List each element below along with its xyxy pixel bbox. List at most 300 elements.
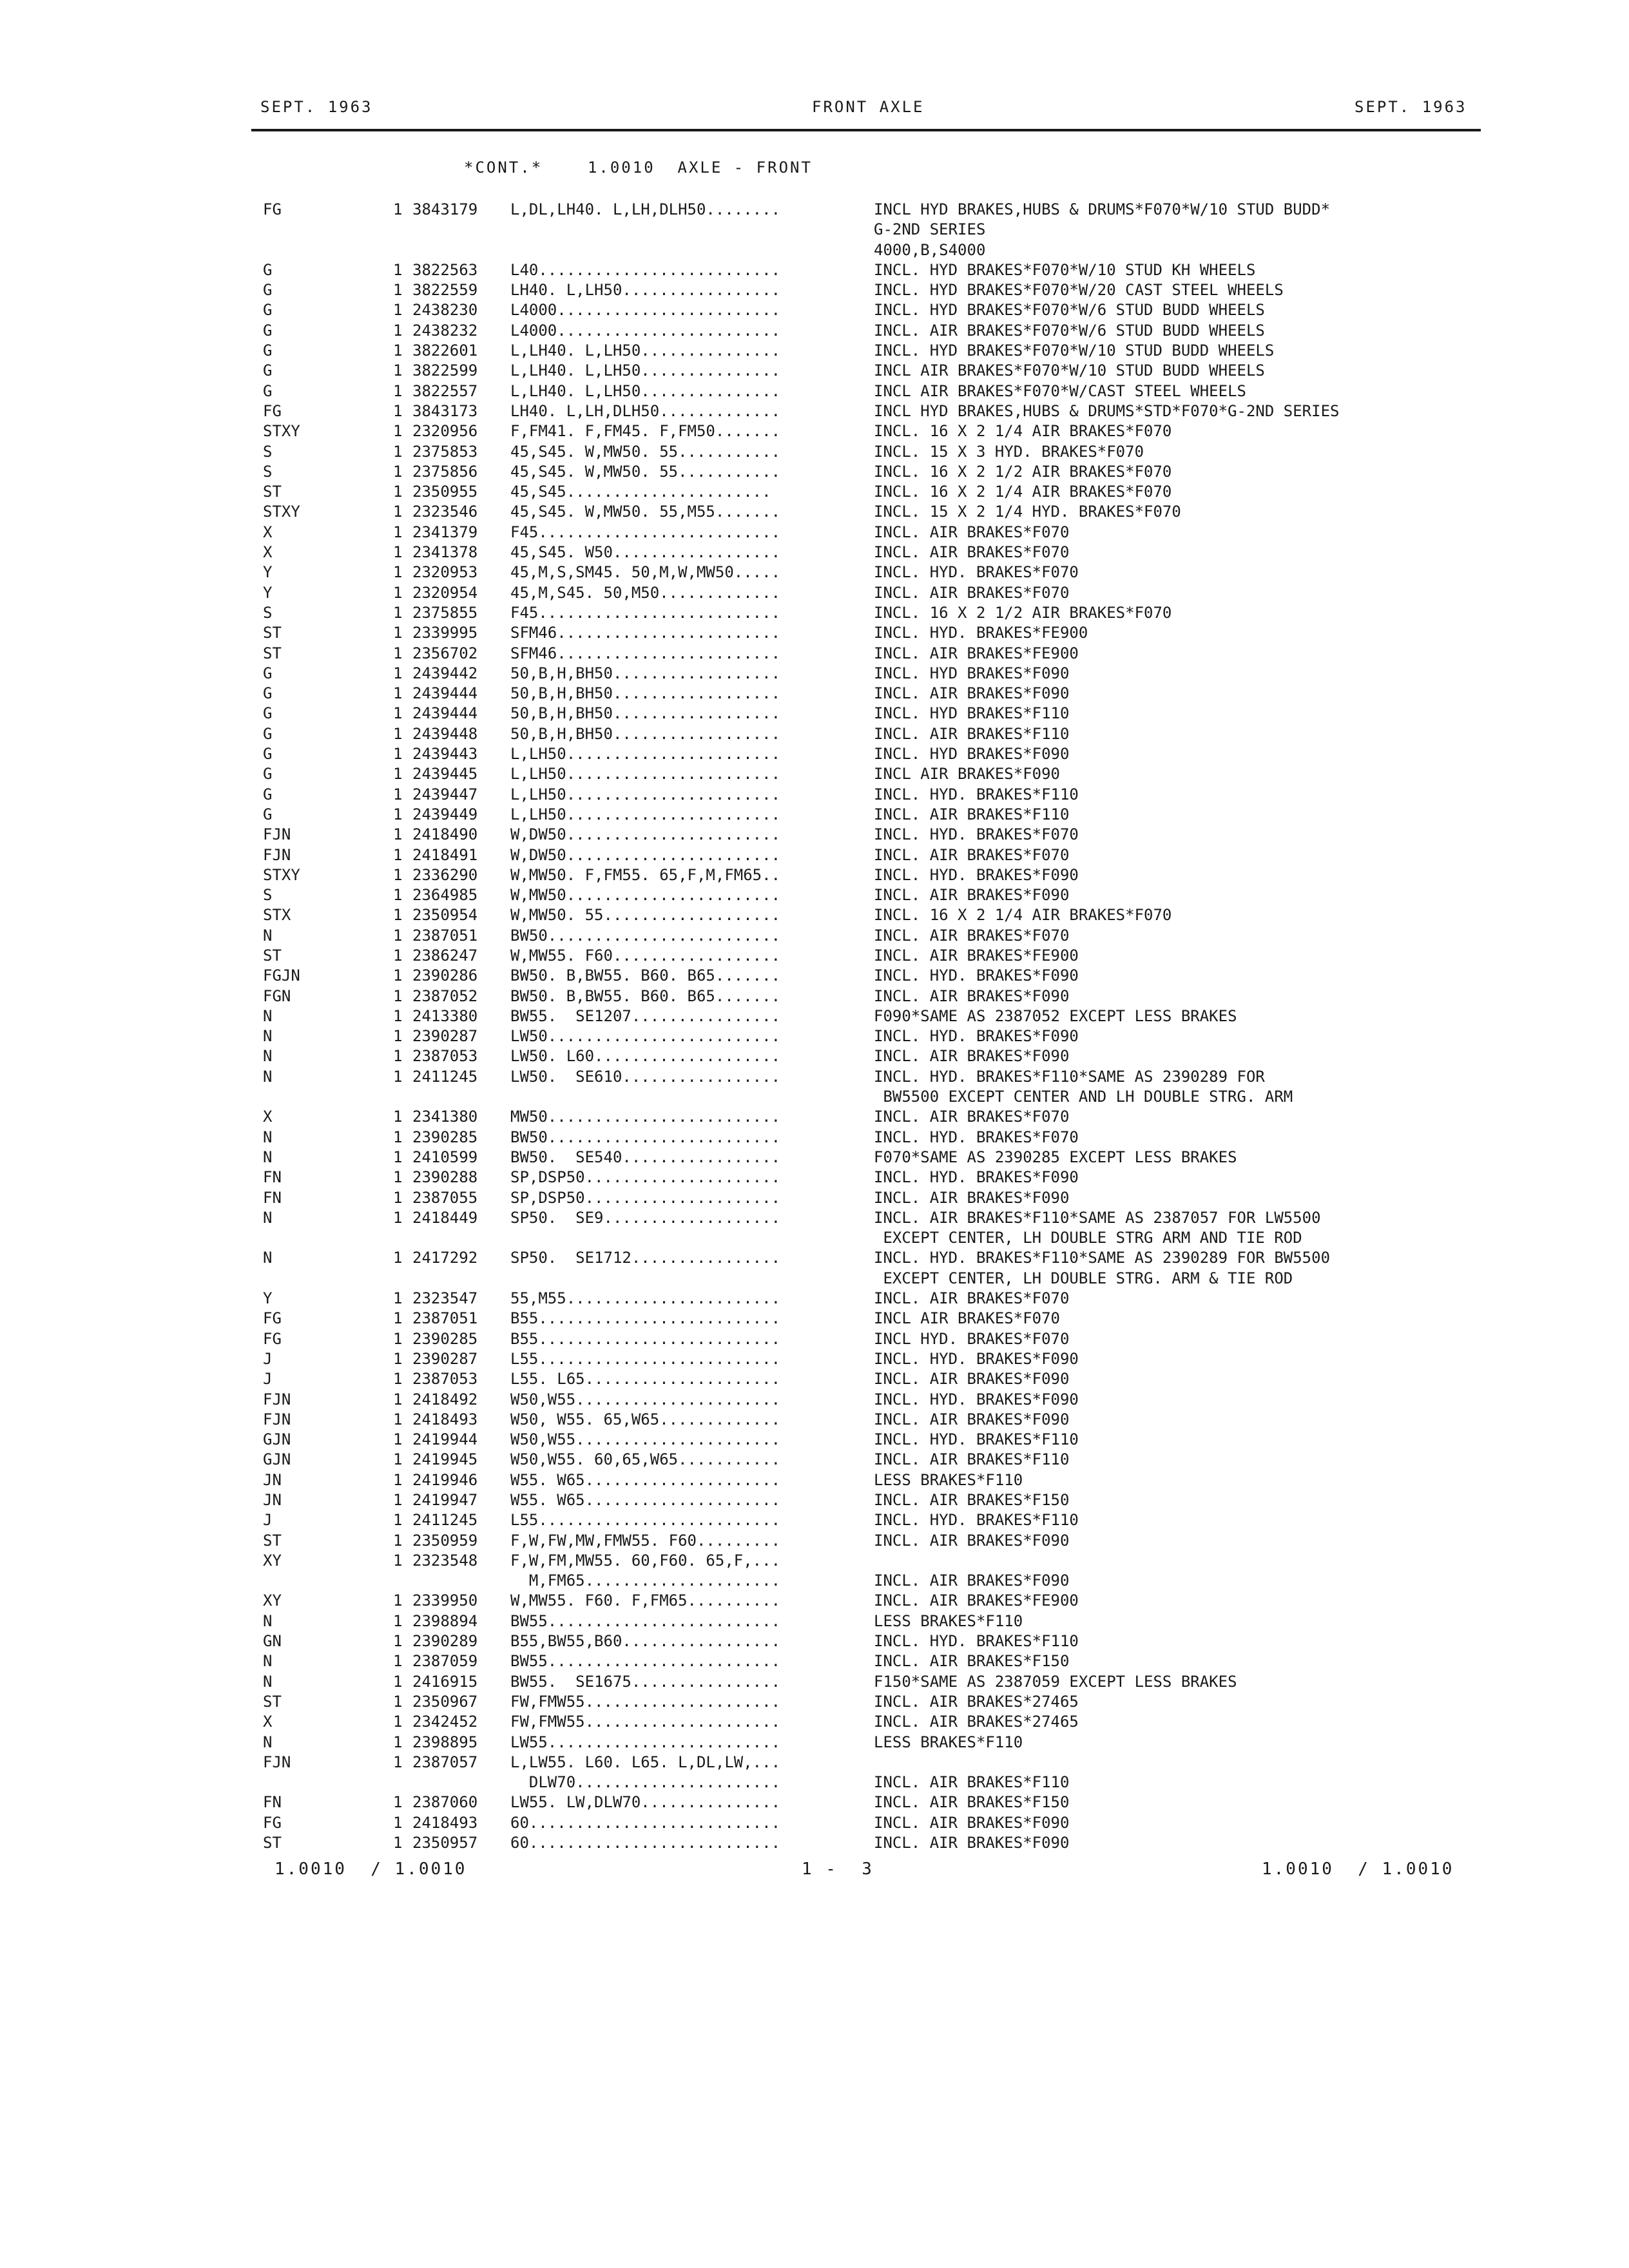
row-application-code: FJN xyxy=(263,825,291,844)
table-row xyxy=(263,905,1481,925)
row-models: 60........................... xyxy=(510,1834,781,1852)
row-part-number: 2350954 xyxy=(412,906,478,925)
table-row xyxy=(263,1712,1481,1732)
table-row xyxy=(263,724,1481,744)
row-models: F,FM41. F,FM45. F,FM50....... xyxy=(510,422,781,441)
table-row xyxy=(263,543,1481,562)
row-application-code: JN xyxy=(263,1491,282,1509)
row-models: W,DW50....................... xyxy=(510,845,781,864)
row-description: INCL HYD BRAKES,HUBS & DRUMS*F070*W/10 STUD BUDD* xyxy=(874,200,1331,218)
footer-ref-left: 1.0010 / 1.0010 xyxy=(275,1860,467,1879)
row-models: 55,M55....................... xyxy=(510,1289,781,1308)
row-part-number: 2419945 xyxy=(412,1450,478,1469)
row-models: L,DL,LH40. L,LH,DLH50........ xyxy=(510,200,781,218)
row-quantity: 1 xyxy=(393,704,403,723)
table-row xyxy=(263,1470,1481,1490)
header-rule xyxy=(251,129,1481,131)
row-description: INCL. AIR BRAKES*F110*SAME AS 2387057 FOR LW5500 xyxy=(874,1208,1321,1227)
row-quantity: 1 xyxy=(393,966,403,985)
table-row xyxy=(263,1067,1481,1087)
row-quantity: 1 xyxy=(393,785,403,803)
row-application-code: G xyxy=(263,664,273,682)
row-description: INCL. HYD BRAKES*F070*W/10 STUD BUDD WHEELS xyxy=(874,341,1275,360)
row-models: LW50......................... xyxy=(510,1027,781,1046)
row-description: INCL. AIR BRAKES*F110 xyxy=(874,1773,1070,1792)
table-row xyxy=(263,381,1481,401)
row-part-number: 2439443 xyxy=(412,745,478,764)
row-quantity: 1 xyxy=(393,523,403,541)
table-row xyxy=(263,805,1481,825)
row-quantity: 1 xyxy=(393,301,403,320)
row-models: W50,W55. 60,65,W65........... xyxy=(510,1450,781,1469)
row-models: B55.......................... xyxy=(510,1309,781,1328)
row-quantity: 1 xyxy=(393,1249,403,1267)
row-part-number: 2387055 xyxy=(412,1188,478,1207)
row-part-number: 2390285 xyxy=(412,1128,478,1146)
row-application-code: G xyxy=(263,281,273,300)
row-models: W50, W55. 65,W65............. xyxy=(510,1410,781,1428)
row-description: INCL. HYD. BRAKES*F110*SAME AS 2390289 FOR BW5500 xyxy=(874,1249,1331,1267)
row-models: L,LH50....................... xyxy=(510,785,781,803)
row-part-number: 2387060 xyxy=(412,1793,478,1812)
row-models: L55.......................... xyxy=(510,1349,781,1368)
row-description: INCL. 16 X 2 1/4 AIR BRAKES*F070 xyxy=(874,422,1172,441)
table-row xyxy=(263,220,1481,240)
row-models: BW50. B,BW55. B60. B65....... xyxy=(510,986,781,1005)
row-part-number: 2375856 xyxy=(412,462,478,481)
table-row xyxy=(263,421,1481,441)
table-row xyxy=(263,1289,1481,1309)
row-part-number: 2350959 xyxy=(412,1531,478,1550)
row-application-code: N xyxy=(263,1208,273,1227)
row-quantity: 1 xyxy=(393,260,403,279)
row-application-code: GN xyxy=(263,1632,282,1651)
row-part-number: 2323548 xyxy=(412,1551,478,1570)
table-row xyxy=(263,1510,1481,1530)
row-quantity: 1 xyxy=(393,1188,403,1207)
row-description: INCL. AIR BRAKES*F110 xyxy=(874,724,1070,743)
row-description: INCL. HYD. BRAKES*F090 xyxy=(874,966,1079,985)
row-models: L4000........................ xyxy=(510,301,781,320)
row-description: INCL. AIR BRAKES*F070 xyxy=(874,1289,1070,1308)
row-application-code: STX xyxy=(263,906,291,925)
row-quantity: 1 xyxy=(393,422,403,441)
table-row xyxy=(263,1490,1481,1510)
row-part-number: 3822601 xyxy=(412,341,478,360)
row-application-code: X xyxy=(263,523,273,541)
row-part-number: 2419946 xyxy=(412,1470,478,1489)
table-row xyxy=(263,1792,1481,1812)
row-part-number: 2390288 xyxy=(412,1168,478,1187)
row-part-number: 2390286 xyxy=(412,966,478,985)
row-application-code: X xyxy=(263,1713,273,1731)
table-row xyxy=(263,583,1481,603)
row-application-code: S xyxy=(263,442,273,461)
row-models: BW55. SE1675................ xyxy=(510,1672,781,1691)
row-models: M,FM65..................... xyxy=(510,1571,781,1590)
row-description: INCL AIR BRAKES*F090 xyxy=(874,765,1060,783)
row-description: INCL. HYD. BRAKES*F070 xyxy=(874,563,1079,582)
row-models: SP,DSP50..................... xyxy=(510,1188,781,1207)
table-row xyxy=(263,1773,1481,1792)
row-quantity: 1 xyxy=(393,624,403,642)
row-application-code: ST xyxy=(263,1834,282,1852)
row-application-code: GJN xyxy=(263,1430,291,1449)
row-quantity: 1 xyxy=(393,1652,403,1671)
row-quantity: 1 xyxy=(393,1349,403,1368)
row-part-number: 3822599 xyxy=(412,361,478,380)
row-part-number: 2386247 xyxy=(412,946,478,965)
row-quantity: 1 xyxy=(393,644,403,662)
row-quantity: 1 xyxy=(393,1672,403,1691)
table-row xyxy=(263,664,1481,684)
row-part-number: 2320956 xyxy=(412,422,478,441)
row-description: INCL. AIR BRAKES*F090 xyxy=(874,1370,1070,1389)
row-application-code: ST xyxy=(263,1692,282,1711)
row-quantity: 1 xyxy=(393,1168,403,1187)
row-models: LW50. L60.................... xyxy=(510,1047,781,1066)
table-row xyxy=(263,1046,1481,1066)
row-description: INCL. HYD. BRAKES*F090 xyxy=(874,865,1079,884)
table-row xyxy=(263,885,1481,905)
table-row xyxy=(263,785,1481,805)
row-application-code: JN xyxy=(263,1470,282,1489)
row-application-code: G xyxy=(263,260,273,279)
row-models: BW50. SE540................. xyxy=(510,1148,781,1166)
row-application-code: FJN xyxy=(263,1390,291,1408)
row-description: INCL. HYD BRAKES*F070*W/10 STUD KH WHEELS xyxy=(874,260,1256,279)
row-models: LH40. L,LH,DLH50............. xyxy=(510,401,781,420)
table-row xyxy=(263,1349,1481,1369)
row-part-number: 2390287 xyxy=(412,1349,478,1368)
footer-ref-right: 1.0010 / 1.0010 xyxy=(1262,1860,1454,1879)
row-models: BW50......................... xyxy=(510,1128,781,1146)
row-part-number: 2439442 xyxy=(412,664,478,682)
row-part-number: 2364985 xyxy=(412,886,478,905)
row-quantity: 1 xyxy=(393,1410,403,1428)
row-description: INCL. HYD. BRAKES*F090 xyxy=(874,1027,1079,1046)
row-models: W,MW55. F60. F,FM65.......... xyxy=(510,1591,781,1610)
row-part-number: 2336290 xyxy=(412,865,478,884)
row-application-code: X xyxy=(263,1108,273,1126)
row-models: LW50. SE610................. xyxy=(510,1067,781,1086)
row-application-code: N xyxy=(263,1148,273,1166)
row-models: LW55. LW,DLW70............... xyxy=(510,1793,781,1812)
row-application-code: Y xyxy=(263,1289,273,1308)
row-quantity: 1 xyxy=(393,664,403,682)
row-part-number: 2398895 xyxy=(412,1733,478,1751)
table-row xyxy=(263,764,1481,784)
row-quantity: 1 xyxy=(393,462,403,481)
row-description: INCL. HYD BRAKES*F070*W/6 STUD BUDD WHEELS xyxy=(874,301,1265,320)
row-description: INCL. AIR BRAKES*F150 xyxy=(874,1793,1070,1812)
row-application-code: FGJN xyxy=(263,966,300,985)
parts-listing xyxy=(263,200,1481,1853)
table-row xyxy=(263,1611,1481,1631)
row-quantity: 1 xyxy=(393,845,403,864)
header-date-left: SEPT. 1963 xyxy=(260,98,373,116)
row-part-number: 2375855 xyxy=(412,603,478,622)
row-part-number: 2375853 xyxy=(412,442,478,461)
row-description: INCL. 16 X 2 1/4 AIR BRAKES*F070 xyxy=(874,483,1172,501)
row-quantity: 1 xyxy=(393,603,403,622)
table-row xyxy=(263,300,1481,320)
row-quantity: 1 xyxy=(393,1834,403,1852)
row-application-code: ST xyxy=(263,483,282,501)
row-description: INCL. AIR BRAKES*F090 xyxy=(874,1834,1070,1852)
row-description: EXCEPT CENTER, LH DOUBLE STRG ARM AND TIE ROD xyxy=(874,1229,1302,1247)
row-application-code: X xyxy=(263,543,273,562)
row-quantity: 1 xyxy=(393,1006,403,1025)
row-quantity: 1 xyxy=(393,1329,403,1348)
row-description: INCL AIR BRAKES*F070*W/10 STUD BUDD WHEELS xyxy=(874,361,1265,380)
row-application-code: J xyxy=(263,1349,273,1368)
table-row xyxy=(263,603,1481,623)
table-row xyxy=(263,926,1481,946)
row-quantity: 1 xyxy=(393,321,403,340)
table-row xyxy=(263,280,1481,300)
row-part-number: 3822559 xyxy=(412,281,478,300)
row-application-code: G xyxy=(263,704,273,723)
row-application-code: G xyxy=(263,765,273,783)
row-application-code: G xyxy=(263,724,273,743)
row-part-number: 2320953 xyxy=(412,563,478,582)
row-description: INCL. HYD. BRAKES*F090 xyxy=(874,1349,1079,1368)
row-description: INCL. 16 X 2 1/4 AIR BRAKES*F070 xyxy=(874,906,1172,925)
row-part-number: 2390289 xyxy=(412,1632,478,1651)
row-models: W,MW55. F60.................. xyxy=(510,946,781,965)
row-description: INCL. AIR BRAKES*F150 xyxy=(874,1491,1070,1509)
row-quantity: 1 xyxy=(393,503,403,521)
section-title: *CONT.* 1.0010 AXLE - FRONT xyxy=(464,159,813,177)
row-part-number: 2413380 xyxy=(412,1006,478,1025)
row-models: SFM46........................ xyxy=(510,644,781,662)
row-application-code: XY xyxy=(263,1551,282,1570)
row-models: 45,M,S45. 50,M50............. xyxy=(510,583,781,602)
row-application-code: FG xyxy=(263,1329,282,1348)
row-quantity: 1 xyxy=(393,1591,403,1610)
row-description: INCL. HYD. BRAKES*F110 xyxy=(874,785,1079,803)
table-row xyxy=(263,1026,1481,1046)
row-part-number: 2387059 xyxy=(412,1652,478,1671)
row-part-number: 2390287 xyxy=(412,1027,478,1046)
row-part-number: 2418491 xyxy=(412,845,478,864)
row-description: F090*SAME AS 2387052 EXCEPT LESS BRAKES xyxy=(874,1006,1237,1025)
row-part-number: 2439444 xyxy=(412,684,478,703)
row-part-number: 2356702 xyxy=(412,644,478,662)
row-part-number: 2387053 xyxy=(412,1370,478,1389)
row-description: INCL. AIR BRAKES*FE900 xyxy=(874,946,1079,965)
row-quantity: 1 xyxy=(393,1289,403,1308)
row-description: LESS BRAKES*F110 xyxy=(874,1733,1023,1751)
row-quantity: 1 xyxy=(393,281,403,300)
row-models: F45.......................... xyxy=(510,523,781,541)
row-models: F,W,FM,MW55. 60,F60. 65,F,... xyxy=(510,1551,781,1570)
row-quantity: 1 xyxy=(393,765,403,783)
table-row xyxy=(263,744,1481,764)
row-part-number: 2387053 xyxy=(412,1047,478,1066)
table-row xyxy=(263,704,1481,724)
row-quantity: 1 xyxy=(393,1128,403,1146)
row-part-number: 2411245 xyxy=(412,1511,478,1530)
table-row xyxy=(263,1208,1481,1228)
row-quantity: 1 xyxy=(393,483,403,501)
table-row xyxy=(263,482,1481,502)
row-description: INCL. HYD. BRAKES*F110 xyxy=(874,1632,1079,1651)
table-row xyxy=(263,1087,1481,1107)
table-row xyxy=(263,502,1481,522)
row-part-number: 2438232 xyxy=(412,321,478,340)
row-application-code: FGN xyxy=(263,986,291,1005)
row-quantity: 1 xyxy=(393,1491,403,1509)
row-models: LH40. L,LH50................. xyxy=(510,281,781,300)
row-application-code: S xyxy=(263,603,273,622)
row-models: B55,BW55,B60................. xyxy=(510,1632,781,1651)
row-description: INCL. AIR BRAKES*FE900 xyxy=(874,644,1079,662)
row-quantity: 1 xyxy=(393,1208,403,1227)
row-application-code: G xyxy=(263,381,273,400)
row-models: FW,FMW55..................... xyxy=(510,1713,781,1731)
row-part-number: 2411245 xyxy=(412,1067,478,1086)
row-quantity: 1 xyxy=(393,1450,403,1469)
table-row xyxy=(263,1833,1481,1853)
table-row xyxy=(263,401,1481,421)
table-row xyxy=(263,1188,1481,1208)
row-part-number: 2419947 xyxy=(412,1491,478,1509)
row-models: L4000........................ xyxy=(510,321,781,340)
row-quantity: 1 xyxy=(393,1370,403,1389)
row-description: INCL. 16 X 2 1/2 AIR BRAKES*F070 xyxy=(874,462,1172,481)
row-models: 45,S45. W,MW50. 55........... xyxy=(510,462,781,481)
row-models: SP50. SE9................... xyxy=(510,1208,781,1227)
row-models: FW,FMW55..................... xyxy=(510,1692,781,1711)
table-row xyxy=(263,1390,1481,1410)
row-models: BW55......................... xyxy=(510,1611,781,1630)
row-quantity: 1 xyxy=(393,1551,403,1570)
row-description: INCL AIR BRAKES*F070 xyxy=(874,1309,1060,1328)
row-description: INCL. AIR BRAKES*F090 xyxy=(874,1047,1070,1066)
row-quantity: 1 xyxy=(393,805,403,823)
row-part-number: 2387051 xyxy=(412,1309,478,1328)
row-description: INCL. AIR BRAKES*F070 xyxy=(874,543,1070,562)
row-quantity: 1 xyxy=(393,1713,403,1731)
row-part-number: 3843173 xyxy=(412,401,478,420)
row-application-code: GJN xyxy=(263,1450,291,1469)
row-description: INCL. HYD. BRAKES*F110*SAME AS 2390289 FOR xyxy=(874,1067,1265,1086)
row-application-code: G xyxy=(263,321,273,340)
row-application-code: ST xyxy=(263,1531,282,1550)
row-models: L55. L65..................... xyxy=(510,1370,781,1389)
row-models: SP,DSP50..................... xyxy=(510,1168,781,1187)
row-description: INCL AIR BRAKES*F070*W/CAST STEEL WHEELS xyxy=(874,381,1246,400)
row-description: INCL. HYD. BRAKES*F090 xyxy=(874,1390,1079,1408)
row-part-number: 2439444 xyxy=(412,704,478,723)
table-row xyxy=(263,1107,1481,1127)
row-part-number: 2387052 xyxy=(412,986,478,1005)
row-description: INCL. HYD BRAKES*F090 xyxy=(874,745,1070,764)
row-quantity: 1 xyxy=(393,926,403,945)
row-application-code: G xyxy=(263,361,273,380)
row-part-number: 2416915 xyxy=(412,1672,478,1691)
row-description: F070*SAME AS 2390285 EXCEPT LESS BRAKES xyxy=(874,1148,1237,1166)
row-part-number: 2439447 xyxy=(412,785,478,803)
row-description: INCL. HYD. BRAKES*F110 xyxy=(874,1430,1079,1449)
row-quantity: 1 xyxy=(393,442,403,461)
row-description: INCL HYD. BRAKES*F070 xyxy=(874,1329,1070,1348)
row-part-number: 2339950 xyxy=(412,1591,478,1610)
row-models: W,MW50....................... xyxy=(510,886,781,905)
row-quantity: 1 xyxy=(393,1390,403,1408)
table-row xyxy=(263,1128,1481,1148)
row-application-code: N xyxy=(263,1733,273,1751)
row-description: INCL. AIR BRAKES*F090 xyxy=(874,986,1070,1005)
row-models: W55. W65..................... xyxy=(510,1470,781,1489)
table-row xyxy=(263,1450,1481,1470)
row-quantity: 1 xyxy=(393,200,403,218)
row-description: INCL. AIR BRAKES*F070 xyxy=(874,583,1070,602)
row-application-code: G xyxy=(263,745,273,764)
row-models: SP50. SE1712................ xyxy=(510,1249,781,1267)
header-date-right: SEPT. 1963 xyxy=(1354,98,1467,116)
row-quantity: 1 xyxy=(393,361,403,380)
row-description: INCL. AIR BRAKES*FE900 xyxy=(874,1591,1079,1610)
table-row xyxy=(263,845,1481,865)
row-part-number: 2323546 xyxy=(412,503,478,521)
table-row xyxy=(263,240,1481,260)
row-models: W50,W55...................... xyxy=(510,1390,781,1408)
row-description: INCL. HYD. BRAKES*F070 xyxy=(874,825,1079,844)
row-quantity: 1 xyxy=(393,684,403,703)
row-models: W,MW50. F,FM55. 65,F,M,FM65.. xyxy=(510,865,781,884)
row-quantity: 1 xyxy=(393,563,403,582)
row-description: G-2ND SERIES xyxy=(874,220,986,239)
table-row xyxy=(263,1168,1481,1187)
table-row xyxy=(263,946,1481,966)
row-description: INCL. AIR BRAKES*27465 xyxy=(874,1713,1079,1731)
row-application-code: ST xyxy=(263,644,282,662)
row-part-number: 2339995 xyxy=(412,624,478,642)
table-row xyxy=(263,865,1481,885)
row-application-code: Y xyxy=(263,563,273,582)
row-application-code: G xyxy=(263,785,273,803)
row-models: L,LH50....................... xyxy=(510,765,781,783)
table-row xyxy=(263,562,1481,582)
table-row xyxy=(263,200,1481,220)
table-row xyxy=(263,1672,1481,1692)
row-quantity: 1 xyxy=(393,543,403,562)
row-description: INCL. AIR BRAKES*F090 xyxy=(874,1531,1070,1550)
row-application-code: G xyxy=(263,341,273,360)
row-part-number: 2417292 xyxy=(412,1249,478,1267)
row-quantity: 1 xyxy=(393,724,403,743)
row-quantity: 1 xyxy=(393,986,403,1005)
row-models: 45,S45. W,MW50. 55........... xyxy=(510,442,781,461)
row-part-number: 2341380 xyxy=(412,1108,478,1126)
table-row xyxy=(263,684,1481,704)
row-models: 45,S45. W50.................. xyxy=(510,543,781,562)
table-row xyxy=(263,1269,1481,1289)
row-part-number: 2418493 xyxy=(412,1410,478,1428)
row-models: L40.......................... xyxy=(510,260,781,279)
row-description: INCL. AIR BRAKES*F070*W/6 STUD BUDD WHEELS xyxy=(874,321,1265,340)
row-quantity: 1 xyxy=(393,865,403,884)
row-application-code: N xyxy=(263,1611,273,1630)
table-row xyxy=(263,1692,1481,1712)
row-application-code: N xyxy=(263,1652,273,1671)
row-application-code: ST xyxy=(263,946,282,965)
row-quantity: 1 xyxy=(393,1511,403,1530)
row-description: INCL. AIR BRAKES*F150 xyxy=(874,1652,1070,1671)
